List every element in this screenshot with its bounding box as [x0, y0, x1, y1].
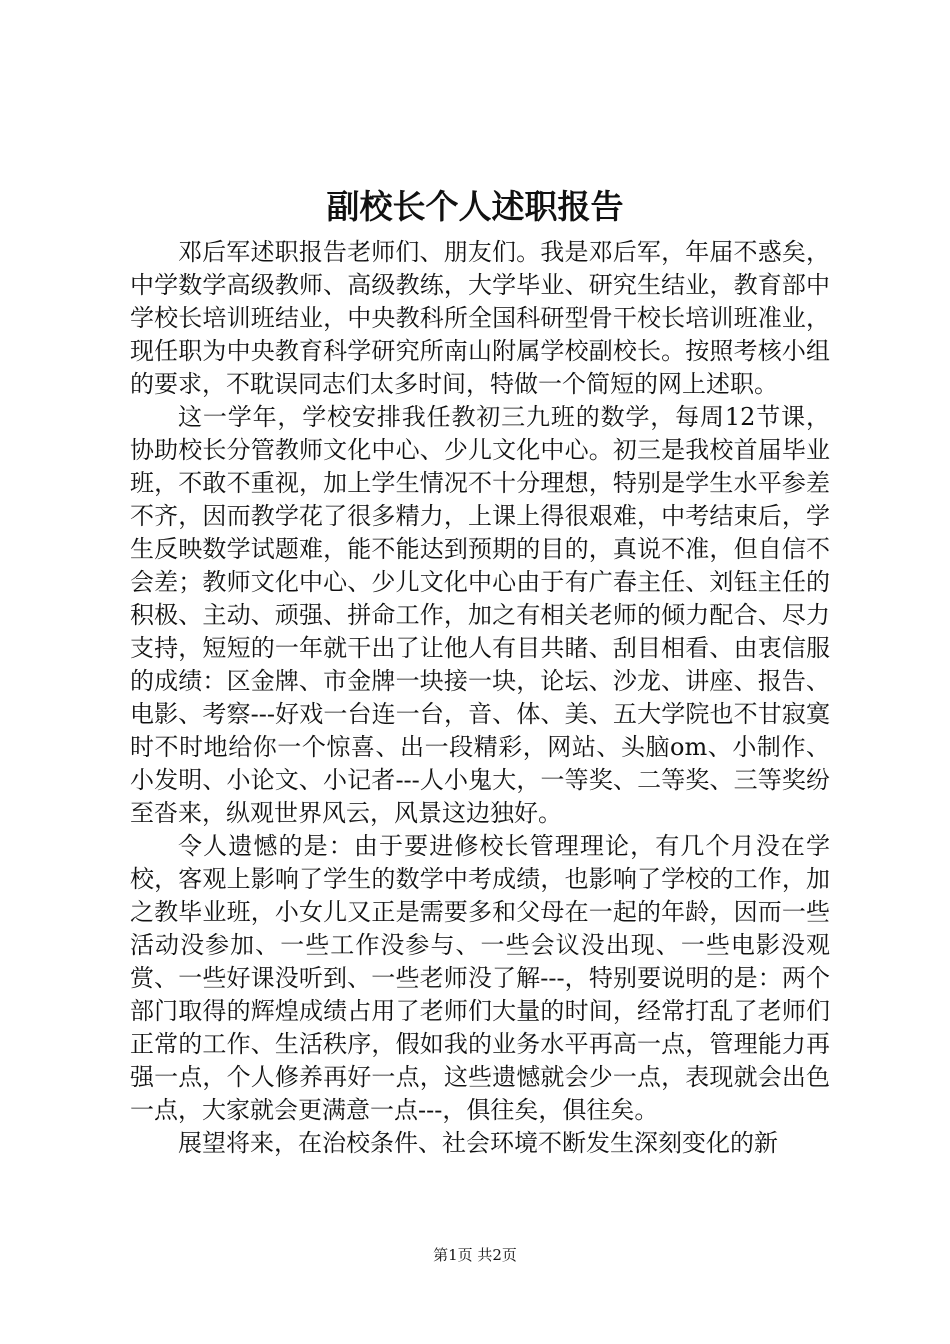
page-footer: 第1页 共2页: [433, 1246, 517, 1264]
document-title: 副校长个人述职报告: [326, 187, 624, 226]
paragraph-2: 这一学年，学校安排我任教初三九班的数学，每周12节课，协助校长分管教师文化中心、少儿文化中心。初三是我校首届毕业班，不敢不重视，加上学生情况不十分理想，特别是学生水平参差不齐，因而教学花了很多精力，上课上得很艰难，中考结束后，学生反映数学试题难，能不能达到预期的目的，真说不准，但自信不会差；教师文化中心、少儿文化中心由于有广春主任、刘钰主任的积极、主动、顽强、拼命工作，加之有相关老师的倾力配合、尽力支持，短短的一年就干出了让他人有目共睹、刮目相看、由衷信服的成绩：区金牌、市金牌一块接一块，论坛、沙龙、讲座、报告、电影、考察---好戏一台连一台，音、体、美、五大学院也不甘寂寞时不时地给你一个惊喜、出一段精彩，网站、头脑om、小制作、小发明、小论文、小记者---人小鬼大，一等奖、二等奖、三等奖纷至沓来，纵观世界风云，风景这边独好。: [130, 403, 830, 827]
paragraph-3: 令人遗憾的是：由于要进修校长管理理论，有几个月没在学校，客观上影响了学生的数学中考成绩，也影响了学校的工作，加之教毕业班，小女儿又正是需要多和父母在一起的年龄，因而一些活动没参加、一些工作没参与、一些会议没出现、一些电影没观赏、一些好课没听到、一些老师没了解---，特别要说明的是：两个部门取得的辉煌成绩占用了老师们大量的时间，经常打乱了老师们正常的工作、生活秩序，假如我的业务水平再高一点，管理能力再强一点，个人修养再好一点，这些遗憾就会少一点，表现就会出色一点，大家就会更满意一点---，俱往矣，俱往矣。: [130, 832, 830, 1124]
document-body: [130, 236, 830, 1160]
paragraph-1: 邓后军述职报告老师们、朋友们。我是邓后军，年届不惑矣，中学数学高级教师、高级教练，大学毕业、研究生结业，教育部中学校长培训班结业，中央教科所全国科研型骨干校长培训班准业，现任职为中央教育科学研究所南山附属学校副校长。按照考核小组的要求，不耽误同志们太多时间，特做一个简短的网上述职。: [130, 238, 830, 398]
paragraph-4: 展望将来，在治校条件、社会环境不断发生深刻变化的新: [178, 1129, 778, 1157]
